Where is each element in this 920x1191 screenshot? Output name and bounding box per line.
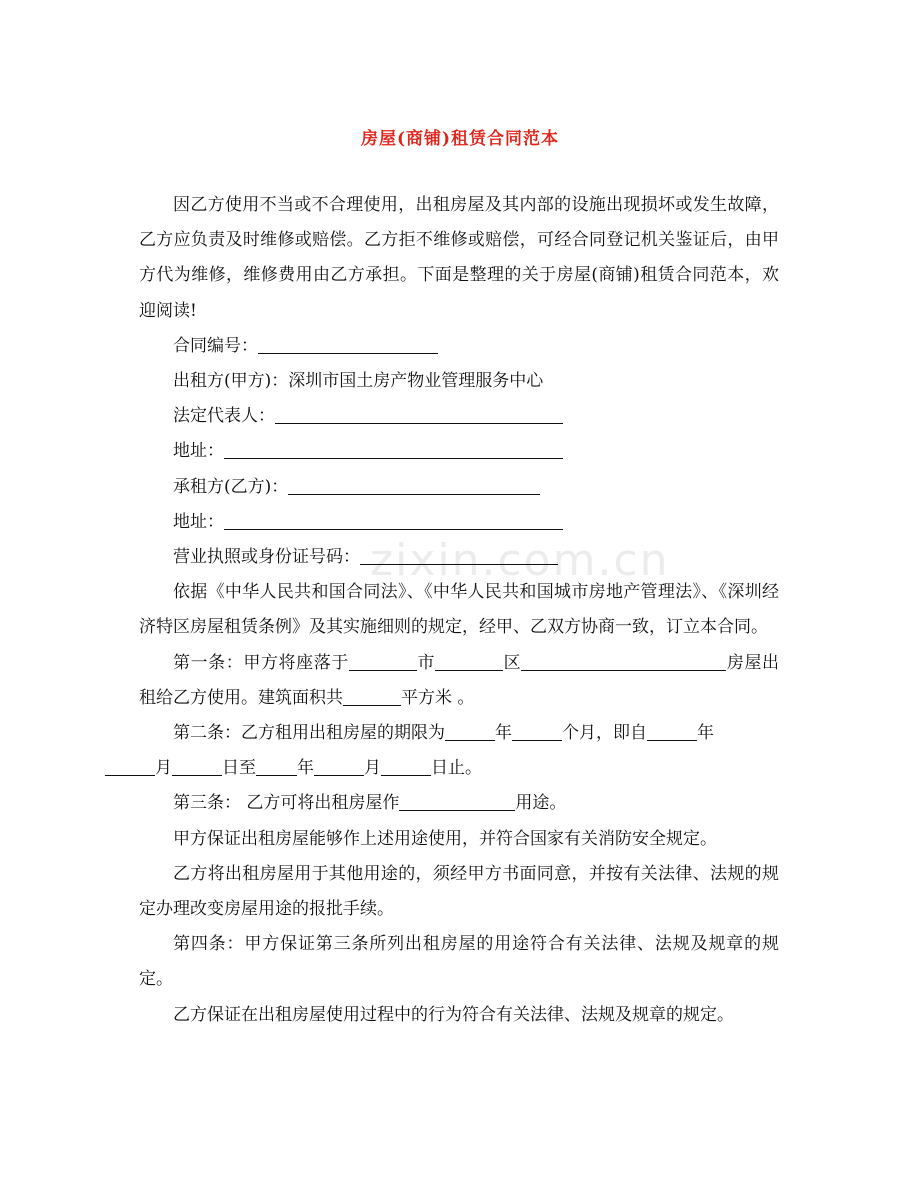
art2-text-g: 年 (297, 758, 314, 779)
end-day-blank (381, 757, 431, 776)
art2-text-d: 年 (697, 723, 714, 744)
document-body (139, 188, 779, 1033)
license-label: 营业执照或身份证号码： (173, 547, 360, 568)
lessee-blank (288, 476, 540, 495)
art2-text-i: 日止。 (431, 758, 482, 779)
district-blank (435, 652, 503, 671)
article-4: 第四条：甲方保证第三条所列出租房屋的用途符合有关法律、法规及规章的规定。 (139, 934, 779, 990)
legal-rep-label: 法定代表人： (173, 406, 275, 427)
art1-text-a: 第一条：甲方将座落于 (173, 652, 349, 673)
start-day-blank (172, 757, 222, 776)
document-title: 房屋(商铺)租赁合同范本 (360, 129, 560, 149)
article-1 (139, 646, 779, 716)
art2-text-e: 月 (155, 758, 172, 779)
address2-field (139, 505, 779, 540)
contract-number-label: 合同编号： (173, 335, 258, 356)
lessee-field (139, 470, 779, 505)
basis-paragraph: 依据《中华人民共和国合同法》、《中华人民共和国城市房地产管理法》、《深圳经济特区房屋租赁条例》及其实施细则的规定，经甲、乙双方协商一致，订立本合同。 (139, 582, 779, 638)
watermark: zixin.com.cn (370, 535, 670, 586)
area-blank (343, 687, 401, 706)
address1-field (139, 434, 779, 469)
end-month-blank (314, 757, 364, 776)
contract-number-field (139, 329, 779, 364)
lessee-guarantee-paragraph: 乙方保证在出租房屋使用过程中的行为符合有关法律、法规及规章的规定。 (173, 1004, 734, 1025)
legal-rep-field (139, 399, 779, 434)
art2-text-a: 第二条：乙方租用出租房屋的期限为 (173, 723, 445, 744)
change-usage-paragraph: 乙方将出租房屋用于其他用途的，须经甲方书面同意，并按有关法律、法规的规定办理改变房屋用途的报批手续。 (139, 863, 779, 920)
article-2 (139, 716, 779, 786)
art3-text-b: 用途。 (515, 793, 567, 814)
art1-text-c: 区 (503, 652, 522, 673)
address1-label: 地址： (173, 441, 224, 462)
end-year-blank (256, 757, 297, 776)
address2-blank (224, 511, 563, 530)
location-blank (521, 652, 726, 671)
intro-paragraph: 因乙方使用不当或不合理使用，出租房屋及其内部的设施出现损坏或发生故障，乙方应负责及时维修或赔偿。乙方拒不维修或赔偿，可经合同登记机关鉴证后，由甲方代为维修，维修费用由乙方承担。下面是整理的关于房屋(商铺)租赁合同范本，欢迎阅读! (139, 195, 779, 321)
lessee-label: 承租方(乙方)： (173, 476, 289, 497)
license-blank (360, 546, 558, 565)
art3-text-a: 第三条： 乙方可将出租房屋作 (173, 793, 400, 814)
art2-text-f: 日至 (222, 758, 256, 779)
lessor-field (139, 364, 779, 399)
lessor-label: 出租方(甲方)：深圳市国土房产物业管理服务中心 (173, 371, 544, 392)
term-years-blank (445, 722, 495, 741)
address1-blank (224, 440, 563, 459)
art1-text-d: 房屋出租给乙方使用。建筑面积共 (139, 652, 780, 708)
art2-text-b: 年 (495, 723, 512, 744)
start-month-blank (105, 757, 155, 776)
usage-blank (399, 792, 515, 811)
guarantee-paragraph: 甲方保证出租房屋能够作上述用途使用，并符合国家有关消防安全规定。 (173, 828, 717, 849)
license-field (139, 540, 779, 575)
art2-text-h: 月 (364, 758, 381, 779)
art1-text-e: 平方米 。 (401, 687, 475, 708)
start-year-blank (647, 722, 697, 741)
legal-rep-blank (275, 405, 563, 424)
contract-number-blank (258, 335, 438, 354)
city-blank (349, 652, 417, 671)
art2-text-c: 个月，即自 (562, 723, 647, 744)
art1-text-b: 市 (416, 652, 436, 673)
term-months-blank (512, 722, 562, 741)
address2-label: 地址： (173, 511, 224, 532)
article-3 (139, 786, 779, 821)
